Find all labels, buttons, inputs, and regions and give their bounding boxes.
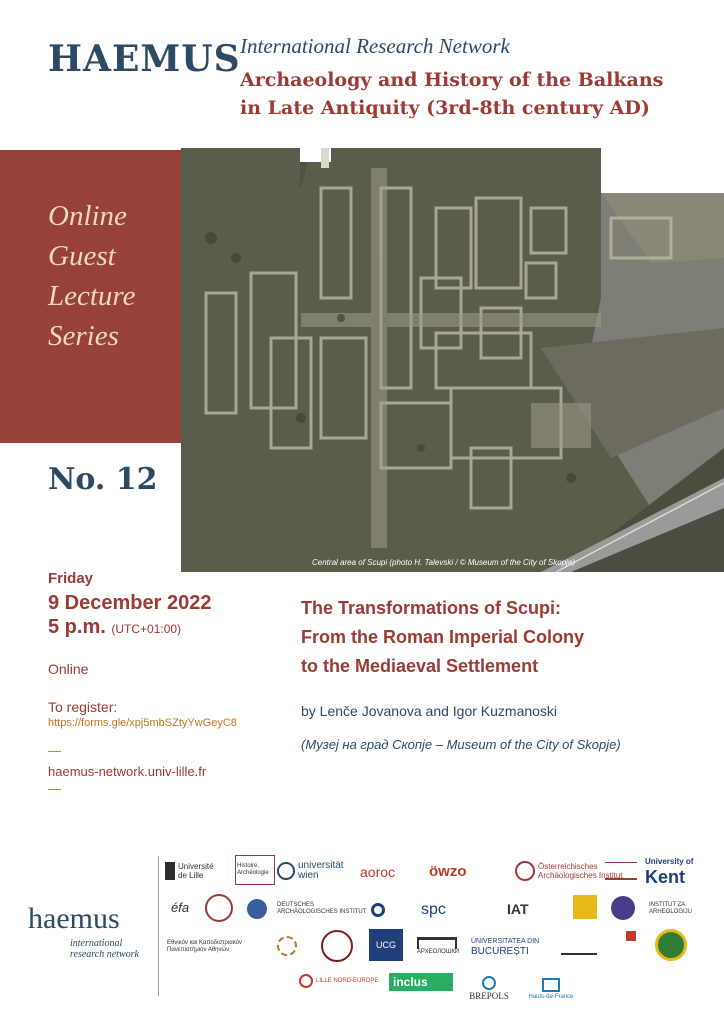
- talk-title-line-3: to the Mediaeval Settlement: [301, 656, 539, 676]
- separator-dash: —: [48, 743, 61, 758]
- talk-speakers: by Lenče Jovanova and Igor Kuzmanoski: [301, 703, 558, 719]
- talk-title-line-2: From the Roman Imperial Colony: [301, 627, 585, 647]
- partner-logo-dai: [277, 897, 367, 921]
- partner-text: Université: [178, 862, 214, 871]
- event-mode: Online: [48, 661, 89, 677]
- partner-logo-efa: [171, 895, 197, 919]
- event-details: [48, 570, 298, 796]
- partner-text: IAT: [507, 900, 529, 917]
- partner-logo-arheologiju: [649, 895, 719, 923]
- sun-icon: [299, 974, 313, 988]
- partner-text: Österreichisches: [538, 862, 598, 871]
- partner-text: Kent: [645, 866, 685, 885]
- partner-text: UCG: [376, 939, 396, 950]
- talk-title: [301, 594, 721, 681]
- partner-text: LILLE NORD-EUROPE: [316, 977, 379, 984]
- event-timezone: (UTC+01:00): [111, 622, 182, 636]
- partner-logo-owzo: [429, 859, 509, 883]
- partner-text: ARCHÄOLOGISCHES INSTITUT: [277, 909, 367, 915]
- partner-text: Πανεπιστήμιον Αθηνών: [167, 947, 230, 953]
- partner-logo-round-seal: [321, 929, 355, 963]
- partner-text: BUCUREȘTI: [471, 945, 529, 957]
- series-line-3: Lecture: [48, 280, 136, 312]
- crest-icon: [247, 899, 267, 919]
- partner-logo-athens: [167, 935, 257, 959]
- subtitle-line-2: in Late Antiquity (3rd-8th century AD): [240, 97, 650, 119]
- photo-caption: Central area of Scupi (photo H. Talevski / © Museum of the City of Skopje): [312, 558, 576, 567]
- talk-details: [301, 594, 721, 752]
- aerial-photo-illustration: [181, 148, 724, 572]
- aerial-photo: [181, 148, 724, 572]
- partner-logo-orange: [277, 931, 307, 961]
- series-line-4: Series: [48, 320, 119, 352]
- partner-text: ARHEOLOGIJU: [649, 909, 693, 915]
- register-label: To register:: [48, 699, 118, 715]
- partner-text: INSTITUT ZA: [649, 902, 686, 908]
- haemus-logo-tagline: [70, 938, 139, 960]
- partner-text: inclus: [393, 974, 428, 989]
- series-title: [48, 196, 188, 356]
- event-time: 5 p.m.: [48, 616, 106, 638]
- partner-logo-wien: [277, 859, 357, 883]
- purple-seal-icon: [611, 896, 635, 920]
- partner-logo-blue-crest: [247, 897, 273, 921]
- subtitle-line-1: Archaeology and History of the Balkans: [240, 69, 664, 91]
- partner-text: universität: [298, 860, 344, 871]
- yellow-mark-icon: [573, 895, 597, 919]
- partner-logo-aoroc: [360, 861, 425, 883]
- seal-icon: [205, 894, 233, 922]
- partner-text: Archéologie: [237, 870, 269, 876]
- partner-logo-green: [655, 927, 689, 963]
- partner-logo-hauts-de-france: [521, 967, 581, 1001]
- footer-divider: [158, 856, 159, 996]
- separator-dash: —: [48, 781, 61, 796]
- partner-logo-brepols: [461, 967, 517, 1001]
- partner-text: de Lille: [178, 871, 204, 880]
- flag-icon: [626, 931, 636, 941]
- partner-text: АРХЕОЛОШКИ: [416, 948, 460, 955]
- partner-logo-inclusu: [389, 973, 453, 991]
- cnr-ring-icon: [371, 903, 385, 917]
- partner-logo-efr: [605, 859, 641, 883]
- partner-logo-spc: [421, 897, 497, 921]
- partner-text: Histoire,: [237, 863, 260, 869]
- partner-logo-ucg: [369, 929, 403, 961]
- xa-mark-icon: [561, 935, 597, 955]
- lecture-number: No. 12: [48, 462, 158, 497]
- partner-text: Εθνικόν και Καποδιστριακόν: [167, 940, 243, 946]
- round-seal-icon: [321, 930, 353, 962]
- green-seal-icon: [655, 929, 687, 961]
- partner-logos: [165, 855, 720, 1005]
- event-time-row: [48, 615, 298, 641]
- brepols-mark-icon: [482, 976, 496, 990]
- partner-logo-cnr: [371, 899, 417, 921]
- partner-text: aoroc: [360, 863, 396, 880]
- haemus-logo-tagline-2: research network: [70, 949, 139, 960]
- wien-seal-icon: [277, 862, 295, 880]
- partner-logo-purple: [611, 893, 641, 923]
- orange-seal-icon: [277, 936, 297, 956]
- partner-logo-museum: [413, 931, 463, 961]
- partner-text: DEUTSCHES: [277, 902, 315, 908]
- partner-text: Archäologisches Institut: [538, 871, 623, 880]
- partner-logo-yellow: [573, 893, 599, 921]
- brand-title: HAEMUS: [48, 38, 241, 80]
- network-subtitle: [240, 66, 710, 122]
- partner-text: BREPOLS: [469, 991, 509, 1001]
- haemus-logo: [28, 902, 158, 962]
- lille-mark-icon: [165, 862, 175, 880]
- haemus-logo-word: haemus: [28, 902, 120, 935]
- partner-logo-kent: [645, 855, 717, 885]
- partner-logo-lille-nord: [299, 967, 381, 995]
- network-name: International Research Network: [240, 34, 510, 58]
- haemus-logo-tagline-1: international: [70, 938, 123, 949]
- partner-logo-hama: [235, 855, 275, 885]
- efr-mark-icon: [605, 862, 637, 880]
- series-line-1: Online: [48, 200, 127, 232]
- register-link[interactable]: https://forms.gle/xpj5mbSZtyYwGeyC8: [48, 717, 237, 729]
- partner-text: öwzo: [429, 862, 467, 880]
- oai-seal-icon: [515, 861, 535, 881]
- talk-affiliation: (Музеј на град Скопје – Museum of the City of Skopje): [301, 737, 621, 752]
- partner-text: wien: [298, 870, 319, 881]
- partner-text: UNIVERSITATEA DIN: [471, 937, 540, 945]
- region-map-icon: [542, 978, 560, 992]
- partner-logo-xa: [561, 931, 605, 959]
- partner-logo-lille: [165, 859, 237, 883]
- partner-text: Hauts-de-France: [528, 994, 574, 1000]
- partner-logo-flag: [621, 931, 641, 961]
- series-line-2: Guest: [48, 240, 116, 272]
- partner-text: University of: [645, 856, 694, 866]
- museum-icon: [417, 937, 457, 949]
- partner-logo-seal: [205, 893, 235, 923]
- partner-text: spc: [421, 900, 446, 918]
- website-link[interactable]: haemus-network.univ-lille.fr: [48, 764, 207, 779]
- talk-title-line-1: The Transformations of Scupi:: [301, 598, 562, 618]
- header: [48, 30, 708, 130]
- partner-text: éfa: [171, 899, 190, 915]
- event-day: Friday: [48, 570, 94, 587]
- event-date: 9 December 2022: [48, 592, 212, 614]
- partner-logo-bucuresti: [471, 935, 567, 959]
- partner-logo-iat: [507, 897, 567, 921]
